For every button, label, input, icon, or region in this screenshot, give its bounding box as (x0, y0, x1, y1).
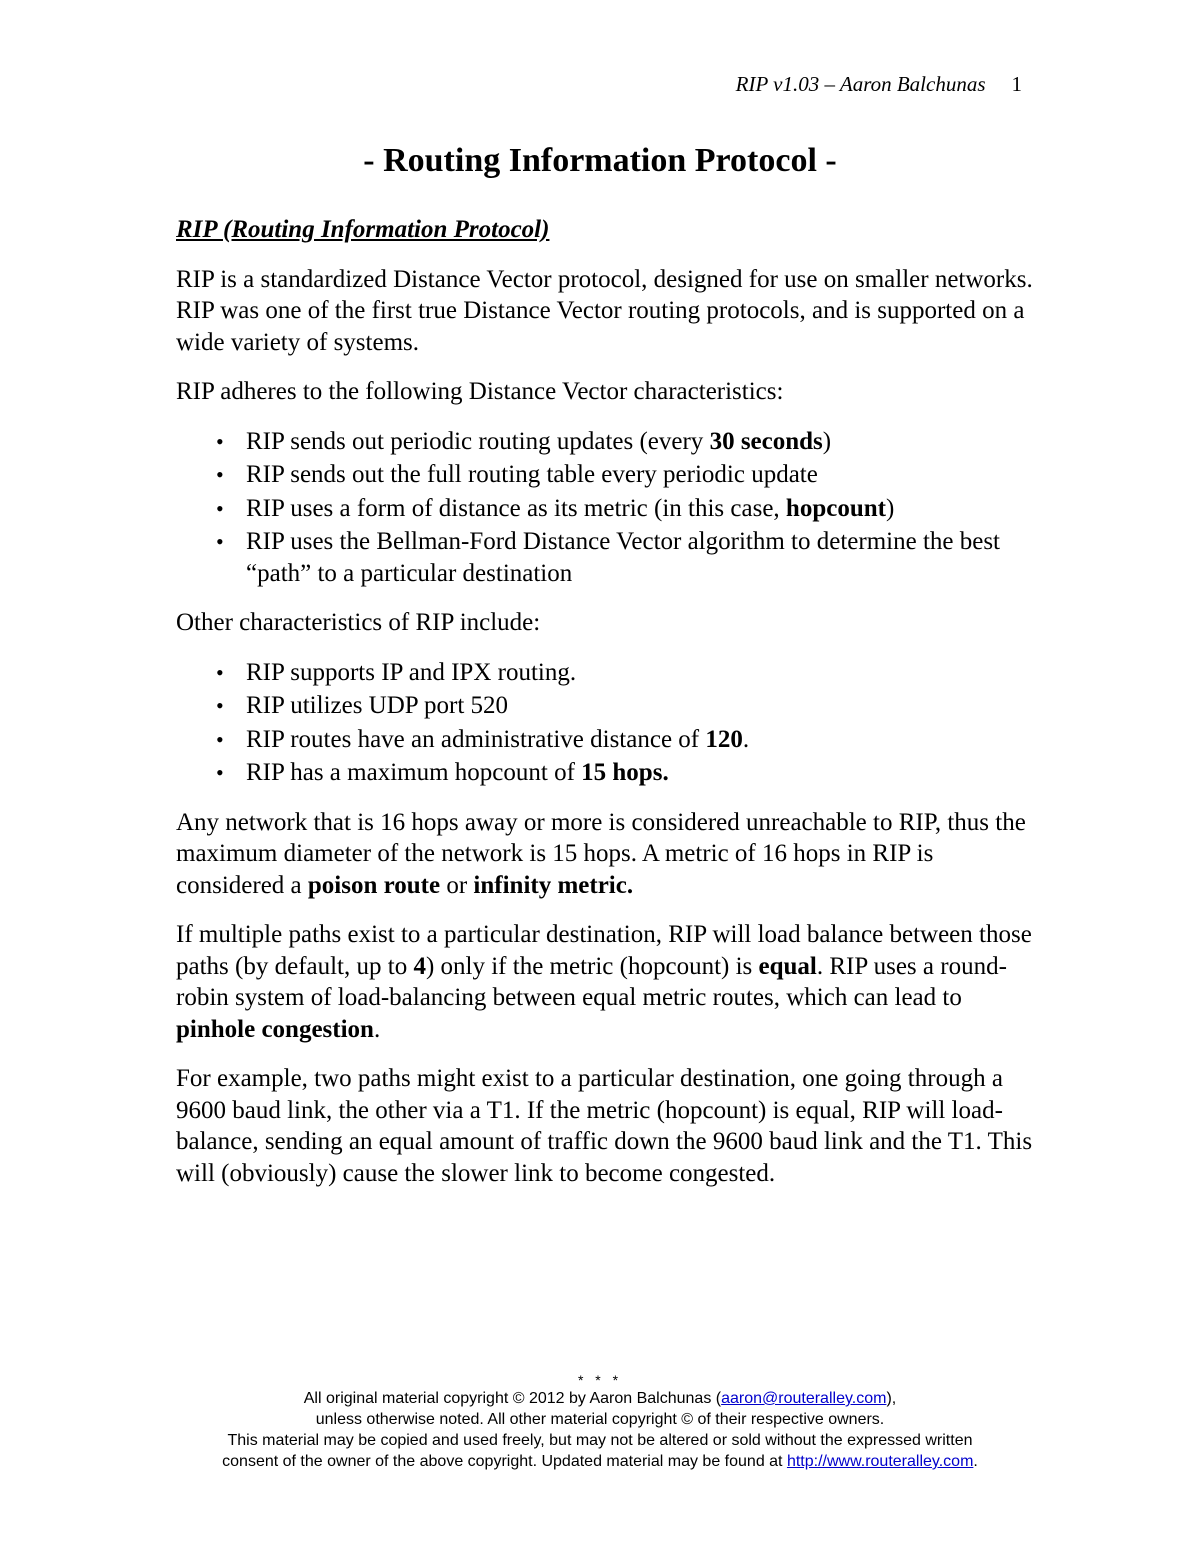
document-body (176, 214, 1036, 1207)
bold-text: hopcount (785, 494, 886, 522)
bold-text: pinhole congestion (176, 1015, 374, 1043)
paragraph-example: For example, two paths might exist to a particular destination, one going through a 9600 baud link, the other via a T1. If the metric (hopcount) is equal, RIP will load-balance, sending an equal amount of traffic down the 9600 baud link and the T1. This will (obviously) cause the slower link to become congested. (176, 1065, 1033, 1187)
footer-line-2: unless otherwise noted. All other material copyright © of their respective owners. (315, 1411, 885, 1428)
page-footer (0, 1372, 1200, 1472)
paragraph-load-balance (176, 919, 1036, 1045)
footer-line-1 (0, 1388, 1200, 1409)
text: . (973, 1453, 978, 1470)
bold-text: 15 hops. (581, 759, 669, 786)
text: ) only if the metric (hopcount) is (425, 952, 759, 980)
text: ), (886, 1390, 897, 1407)
running-title: RIP v1.03 – Aaron Balchunas (735, 72, 986, 96)
list-item (176, 459, 1036, 491)
bullet-icon: • (216, 693, 224, 718)
footer-line-4 (0, 1451, 1200, 1472)
list-item (176, 526, 1036, 589)
bullet-icon: • (216, 529, 224, 554)
list-text: ) (885, 494, 895, 522)
section-heading: RIP (Routing Information Protocol) (176, 216, 550, 243)
list-text: RIP supports IP and IPX routing. (246, 658, 577, 686)
bold-text: 4 (413, 952, 426, 980)
list-item (176, 757, 1036, 789)
list-text: RIP has a maximum hopcount of (246, 759, 582, 786)
paragraph-characteristics-intro: RIP adheres to the following Distance Vector characteristics: (176, 378, 784, 405)
bullet-icon: • (216, 495, 224, 521)
text: or (440, 871, 474, 899)
website-link[interactable]: http://www.routeralley.com (786, 1453, 974, 1470)
bold-text: poison route (307, 871, 441, 899)
list-text: RIP uses the Bellman-Ford Distance Vector algorithm to determine the best “path” to a particular destination (246, 528, 1001, 587)
list-item (176, 657, 1036, 689)
text: . (373, 1015, 381, 1043)
list-item (176, 724, 1036, 756)
document-title: - Routing Information Protocol - (363, 142, 837, 179)
page-header (736, 72, 1022, 97)
list-text: ) (822, 427, 832, 455)
paragraph-other-intro: Other characteristics of RIP include: (176, 609, 541, 636)
list-item (176, 493, 1036, 525)
bold-text: infinity metric. (473, 871, 634, 899)
email-link[interactable]: aaron@routeralley.com (721, 1390, 887, 1407)
footer-line-3: This material may be copied and used freely, but may not be altered or sold without the expressed written (227, 1432, 973, 1449)
distance-vector-list (176, 426, 1036, 590)
list-text: RIP uses a form of distance as its metric (in this case, (246, 494, 786, 522)
paragraph-intro: RIP is a standardized Distance Vector protocol, designed for use on smaller networks. RIP was one of the first true Distance Vector routing protocols, and is supported on a wide variety of systems. (176, 265, 1033, 356)
list-text: RIP utilizes UDP port 520 (246, 692, 509, 719)
bullet-icon: • (216, 726, 224, 752)
bold-text: equal (758, 952, 817, 980)
other-characteristics-list (176, 657, 1036, 789)
page-number: 1 (1011, 72, 1022, 96)
bullet-icon: • (216, 462, 224, 487)
text: If multiple paths exist to a particular destination, RIP will load balance between those paths (by default, up to (176, 921, 1032, 980)
bullet-icon: • (216, 428, 224, 454)
bullet-icon: • (216, 659, 224, 685)
footer-stars: * * * (577, 1372, 623, 1388)
text: . RIP uses a round-robin system of load-balancing between equal metric routes, which can lead to (176, 952, 1007, 1011)
list-item (176, 690, 1036, 722)
text: Any network that is 16 hops away or more is considered unreachable to RIP, thus the maximum diameter of the network is 15 hops. A metric of 16 hops in RIP is considered a (176, 808, 1026, 899)
list-text: RIP routes have an administrative distance of (246, 725, 706, 753)
list-text: RIP sends out the full routing table every periodic update (246, 461, 818, 488)
bold-text: 120 (705, 725, 743, 753)
list-text: . (742, 725, 750, 753)
text: consent of the owner of the above copyright. Updated material may be found at (222, 1453, 787, 1470)
bold-text: 30 seconds (709, 427, 823, 455)
list-item (176, 426, 1036, 458)
text: All original material copyright © 2012 by Aaron Balchunas ( (303, 1390, 722, 1407)
bullet-icon: • (216, 760, 224, 785)
list-text: RIP sends out periodic routing updates (every (246, 427, 710, 455)
paragraph-hopcount (176, 807, 1036, 902)
